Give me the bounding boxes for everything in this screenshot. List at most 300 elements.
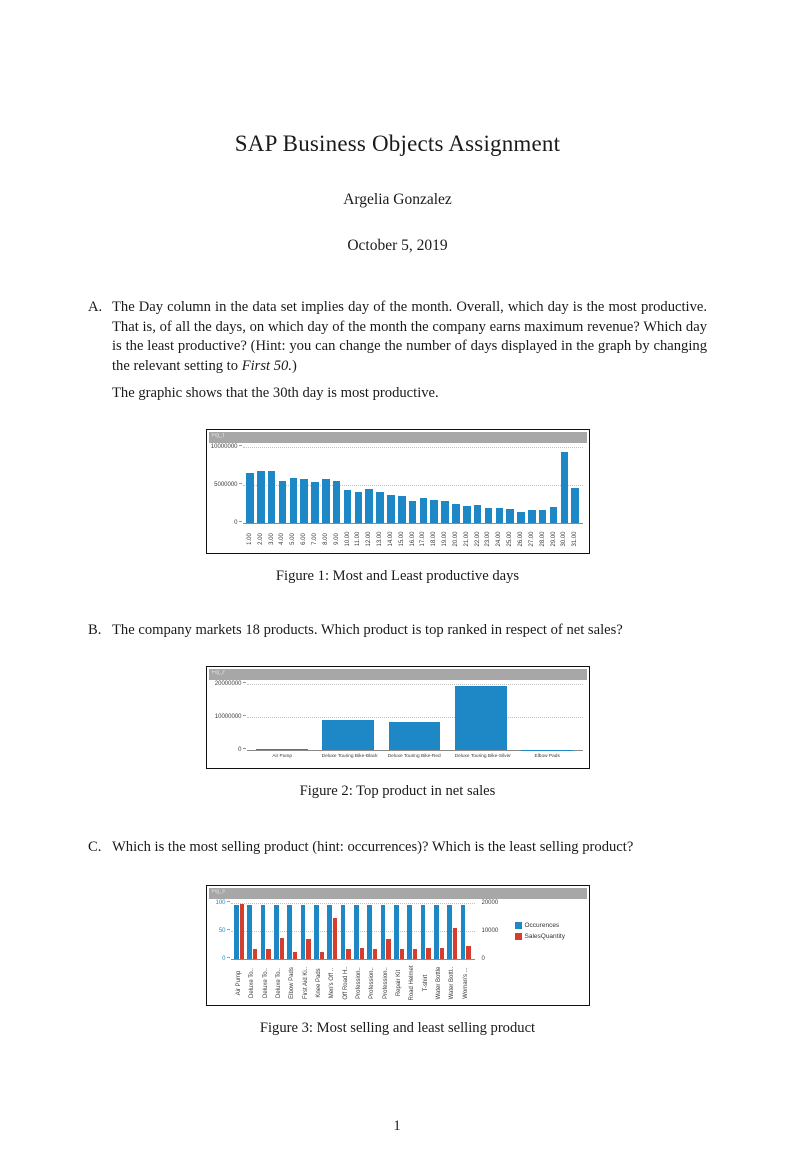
plot-area [247, 684, 583, 751]
x-axis-label [385, 525, 396, 553]
x-axis-label-text: Air Pump [236, 970, 242, 995]
x-axis-label [352, 961, 365, 1005]
bar-salesquantity [386, 939, 391, 959]
bar [528, 510, 536, 522]
y-axis-tick [239, 483, 242, 484]
bar-slot [320, 447, 331, 523]
chart-title-bar [209, 888, 587, 899]
y-axis [207, 447, 243, 523]
x-axis-label [494, 525, 505, 553]
bar-occurences [301, 905, 306, 958]
x-axis-label [537, 525, 548, 553]
x-axis-label-text: Deluxe To.. [263, 968, 269, 998]
x-axis-label-text: 16.00 [410, 531, 416, 546]
x-axis-label-text: 21.00 [464, 531, 470, 546]
figure-2-chart [206, 666, 590, 769]
bar-occurences [327, 905, 332, 958]
bar-slot [418, 447, 429, 523]
y-axis-label: 0 [222, 956, 229, 962]
bar [455, 686, 507, 750]
x-axis-label [570, 525, 581, 553]
x-axis-label [320, 525, 331, 553]
x-axis-label [353, 525, 364, 553]
figure-2 [88, 666, 707, 800]
bar-slot [342, 447, 353, 523]
x-axis-labels [231, 960, 475, 1005]
bar-slot [310, 447, 321, 523]
bar-slot [339, 903, 352, 959]
bar-occurences [447, 905, 452, 958]
x-axis-label [459, 961, 472, 1005]
bar-slot [446, 903, 459, 959]
x-axis-label-text: Repair Kit [396, 969, 402, 995]
page-title: SAP Business Objects Assignment [88, 131, 707, 157]
x-axis-label-text: T-shirt [423, 974, 429, 991]
chart-title-label: Fig_2 [212, 670, 225, 675]
y-axis [207, 684, 247, 750]
x-axis-label-text: Off Road H.. [343, 966, 349, 999]
x-axis-label-text: 5.00 [290, 533, 296, 545]
bar-salesquantity [453, 928, 458, 959]
figure-1-chart [206, 429, 590, 554]
x-axis-label-text: 7.00 [312, 533, 318, 545]
bar [322, 479, 330, 522]
bar [322, 720, 374, 750]
right-y-axis [481, 903, 507, 959]
bar [430, 500, 438, 522]
figure-2-caption: Figure 2: Top product in net sales [88, 783, 707, 800]
bar-salesquantity [280, 938, 285, 959]
bar [496, 508, 504, 522]
y-axis-label: 10000000 [215, 714, 246, 720]
bar [441, 501, 449, 522]
bar-slot [249, 684, 315, 750]
bar [561, 452, 569, 523]
question-a-text-main: The Day column in the data set implies day of the month. Overall, which day is the most productive. That is, of all the days, on which day of the month the company earns maximum revenue? Which day is the least productive? (Hint: you can change the number of days displayed in the graph by changing the relevant setting to [112, 299, 707, 374]
x-axis-label [299, 525, 310, 553]
bar-slot [288, 447, 299, 523]
question-a-text-italic: First 50. [242, 358, 292, 374]
bar [463, 506, 471, 523]
bar-slot [352, 903, 365, 959]
chart-main-area [207, 684, 589, 768]
bar [550, 507, 558, 522]
bar [355, 492, 363, 522]
bar-slot [331, 447, 342, 523]
bar-slot [461, 447, 472, 523]
bar-slot [366, 903, 379, 959]
bar-occurences [461, 905, 466, 958]
x-axis-labels [243, 524, 583, 553]
y-axis-label: 10000000 [211, 444, 242, 450]
bar [311, 482, 319, 522]
bar-salesquantity [440, 948, 445, 958]
bar-occurences [341, 905, 346, 958]
x-axis-label [331, 525, 342, 553]
figure-1-caption: Figure 1: Most and Least productive days [88, 568, 707, 585]
x-axis-label-text: Profession.. [383, 967, 389, 999]
right-y-axis-label: 10000 [482, 928, 499, 934]
author-name: Argelia Gonzalez [88, 191, 707, 209]
legend-item [515, 933, 589, 940]
x-axis-label [246, 961, 259, 1005]
x-axis-label-text: 31.00 [572, 531, 578, 546]
plot-column [247, 684, 583, 768]
y-axis-tick [227, 901, 230, 902]
bar-salesquantity [346, 949, 351, 959]
bar [344, 490, 352, 523]
question-c [88, 838, 707, 858]
y-axis-tick [243, 748, 246, 749]
bar-slot [259, 903, 272, 959]
x-axis-label-text: 15.00 [399, 531, 405, 546]
bar-occurences [354, 905, 359, 958]
x-axis-label-text: 9.00 [334, 533, 340, 545]
bar-salesquantity [320, 952, 325, 959]
x-axis-label-text: 24.00 [496, 531, 502, 546]
y-axis-tick [239, 521, 242, 522]
bar [420, 498, 428, 522]
bar-occurences [434, 905, 439, 958]
x-axis-label [312, 961, 325, 1005]
x-axis-label [288, 525, 299, 553]
bar-slot [392, 903, 405, 959]
bar [365, 489, 373, 522]
y-axis-label: 0 [234, 520, 241, 526]
x-axis-label [266, 525, 277, 553]
bar [452, 504, 460, 523]
question-a-label: A. [88, 298, 112, 404]
chart-main-area [207, 447, 589, 553]
x-axis-label-text: 29.00 [551, 531, 557, 546]
bar-slot [255, 447, 266, 523]
x-axis-label-text: 22.00 [475, 531, 481, 546]
x-axis-label [446, 961, 459, 1005]
bar-slot [272, 903, 285, 959]
y-axis-label: 5000000 [214, 482, 241, 488]
x-axis-label-text: 11.00 [355, 531, 361, 546]
bar-slot [385, 447, 396, 523]
bar-slot [379, 903, 392, 959]
right-y-axis-label: 0 [482, 956, 485, 962]
chart-title-label: Fig_3 [212, 889, 225, 894]
x-axis-label [255, 525, 266, 553]
x-axis-label [559, 525, 570, 553]
figure-3 [88, 885, 707, 1037]
x-axis-label [342, 525, 353, 553]
bar-occurences [407, 905, 412, 958]
bar-salesquantity [253, 949, 258, 959]
bar-slot [419, 903, 432, 959]
plot-area [231, 903, 475, 960]
bar-slot [245, 447, 256, 523]
x-axis-label [548, 525, 559, 553]
x-axis-label [505, 525, 516, 553]
x-axis-labels [247, 751, 583, 768]
x-axis-label: Deluxe Touring Bike-Black [322, 752, 375, 765]
question-c-text: Which is the most selling product (hint: occurrences)? Which is the least selling product? [112, 838, 707, 858]
bar-occurences [274, 905, 279, 958]
bar-slot [559, 447, 570, 523]
bars-row [233, 903, 473, 959]
bar [398, 496, 406, 523]
x-axis-label [366, 961, 379, 1005]
bar-slot [459, 903, 472, 959]
x-axis-label-text: Profession.. [369, 967, 375, 999]
x-axis-label [472, 525, 483, 553]
x-axis-label-text: Road Helmet [409, 965, 415, 1000]
bar-occurences [367, 905, 372, 958]
question-a-body [112, 298, 707, 404]
bar [376, 492, 384, 522]
bars-row [245, 447, 581, 523]
x-axis-label-text: 2.00 [258, 533, 264, 545]
question-b-body [112, 621, 707, 641]
x-axis-label-text: 1.00 [247, 533, 253, 545]
x-axis-label [526, 525, 537, 553]
bar-slot [429, 447, 440, 523]
x-axis-label [432, 961, 445, 1005]
bar-occurences [287, 905, 292, 958]
x-axis-label-text: Water Bottle [436, 966, 442, 999]
y-axis-label: 0 [238, 747, 245, 753]
bar [485, 508, 493, 522]
y-axis-tick [227, 929, 230, 930]
x-axis-label [418, 525, 429, 553]
x-axis-label-text: 17.00 [420, 531, 426, 546]
x-axis-label-text: Elbow Pads [289, 967, 295, 999]
y-axis-tick [239, 445, 242, 446]
bar-occurences [314, 905, 319, 958]
bar-salesquantity [266, 949, 271, 959]
x-axis-label-text: Deluxe To.. [276, 968, 282, 998]
bar-salesquantity [426, 948, 431, 958]
chart-legend [507, 903, 589, 959]
question-a-text-close: ) [292, 358, 297, 374]
x-axis-label [277, 525, 288, 553]
x-axis-label [419, 961, 432, 1005]
bar-slot [364, 447, 375, 523]
bar-salesquantity [360, 948, 365, 958]
x-axis-label-text: 18.00 [431, 531, 437, 546]
bars-row [249, 684, 581, 750]
x-axis-label [407, 525, 418, 553]
y-axis [207, 903, 231, 959]
question-a-answer: The graphic shows that the 30th day is most productive. [112, 384, 707, 404]
x-axis-label [310, 525, 321, 553]
bar [539, 510, 547, 523]
x-axis-label [259, 961, 272, 1005]
bar-occurences [394, 905, 399, 958]
bar-slot [407, 447, 418, 523]
bar-slot [396, 447, 407, 523]
bar-slot [299, 447, 310, 523]
x-axis-label-text: 25.00 [507, 531, 513, 546]
x-axis-label [299, 961, 312, 1005]
x-axis-label [233, 961, 246, 1005]
x-axis-label [392, 961, 405, 1005]
x-axis-label: Deluxe Touring Bike-Red [388, 752, 441, 765]
bar-slot [505, 447, 516, 523]
x-axis-label [379, 961, 392, 1005]
x-axis-label [339, 961, 352, 1005]
x-axis-label-text: 28.00 [540, 531, 546, 546]
bar-salesquantity [293, 952, 298, 959]
y-axis-label: 20000000 [215, 681, 246, 687]
x-axis-label [272, 961, 285, 1005]
bar-slot [266, 447, 277, 523]
bar [256, 749, 308, 750]
bar [279, 481, 287, 523]
bar [246, 473, 254, 522]
bar [290, 478, 298, 523]
bar [474, 505, 482, 522]
x-axis-label: Deluxe Touring Bike-Silver [454, 752, 507, 765]
bar-slot [432, 903, 445, 959]
bar-slot [570, 447, 581, 523]
question-b-text: The company markets 18 products. Which product is top ranked in respect of net sales? [112, 621, 707, 641]
bar-slot [375, 447, 386, 523]
chart-title-bar [209, 432, 587, 443]
bar-slot [381, 684, 447, 750]
bar-slot [315, 684, 381, 750]
legend-swatch [515, 922, 522, 929]
bar-salesquantity [333, 918, 338, 959]
bar-slot [406, 903, 419, 959]
legend-swatch [515, 933, 522, 940]
x-axis-label [451, 525, 462, 553]
bar-slot [448, 684, 514, 750]
bar-salesquantity [400, 949, 405, 959]
x-axis-label-text: Profession.. [356, 967, 362, 999]
x-axis-label-text: Water Bottl.. [449, 966, 455, 999]
x-axis-label-text: 20.00 [453, 531, 459, 546]
legend-label: Occurences [525, 922, 560, 929]
x-axis-label-text: 30.00 [561, 531, 567, 546]
bar-slot [277, 447, 288, 523]
bar [257, 471, 265, 523]
plot-area [243, 447, 583, 524]
right-y-axis-label: 20000 [482, 900, 499, 906]
chart-title-bar [209, 669, 587, 680]
bar-slot [537, 447, 548, 523]
document-date: October 5, 2019 [88, 237, 707, 255]
bar-slot [326, 903, 339, 959]
bar-slot [233, 903, 246, 959]
x-axis-label [396, 525, 407, 553]
bar-slot [451, 447, 462, 523]
bar-slot [286, 903, 299, 959]
bar [409, 501, 417, 522]
x-axis-label: Elbow Pads [521, 752, 574, 765]
legend-item [515, 922, 589, 929]
bar-salesquantity [240, 904, 245, 958]
plot-column [231, 903, 475, 1005]
bar-occurences [234, 905, 239, 958]
x-axis-label [483, 525, 494, 553]
chart-title-label: Fig_1 [212, 433, 225, 438]
question-c-body [112, 838, 707, 858]
x-axis-label [375, 525, 386, 553]
x-axis-label-text: Men's Off .. [329, 967, 335, 997]
bar-slot [299, 903, 312, 959]
bar [333, 481, 341, 522]
question-a [88, 298, 707, 404]
bar [571, 488, 579, 522]
x-axis-label [429, 525, 440, 553]
bar-slot [526, 447, 537, 523]
x-axis-label [364, 525, 375, 553]
bar [387, 495, 395, 522]
x-axis-label [406, 961, 419, 1005]
plot-column [243, 447, 583, 553]
bar-salesquantity [306, 939, 311, 959]
x-axis-label-text: 14.00 [388, 531, 394, 546]
bar-slot [353, 447, 364, 523]
bar-occurences [261, 905, 266, 958]
bar-salesquantity [466, 946, 471, 959]
x-axis-label-text: 19.00 [442, 531, 448, 546]
bar-occurences [247, 905, 252, 958]
y-axis-label: 50 [219, 928, 230, 934]
x-axis-label [326, 961, 339, 1005]
legend-label: SalesQuantity [525, 933, 565, 940]
y-axis-tick [243, 715, 246, 716]
x-axis-label-text: 3.00 [269, 533, 275, 545]
question-b-label: B. [88, 621, 112, 641]
bar-slot [440, 447, 451, 523]
bar-slot [483, 447, 494, 523]
bar [517, 512, 525, 523]
bar-slot [548, 447, 559, 523]
bar-occurences [381, 905, 386, 958]
x-axis-label-text: First Aid Ki.. [303, 966, 309, 998]
x-axis-label-text: 10.00 [345, 531, 351, 546]
figure-3-chart [206, 885, 590, 1006]
page-number: 1 [0, 1118, 794, 1135]
x-axis-label [516, 525, 527, 553]
bar-slot [514, 684, 580, 750]
question-a-text [112, 298, 707, 376]
bar-slot [494, 447, 505, 523]
y-axis-label: 100 [215, 900, 229, 906]
x-axis-label-text: 4.00 [279, 533, 285, 545]
document-page [0, 131, 794, 1037]
bar-occurences [421, 905, 426, 958]
x-axis-label-text: 27.00 [529, 531, 535, 546]
bar [506, 509, 514, 523]
x-axis-label-text: 12.00 [366, 531, 372, 546]
question-b [88, 621, 707, 641]
x-axis-label [461, 525, 472, 553]
bar-slot [516, 447, 527, 523]
y-axis-tick [227, 957, 230, 958]
x-axis-label [245, 525, 256, 553]
x-axis-label [440, 525, 451, 553]
bar [300, 479, 308, 522]
y-axis-tick [243, 682, 246, 683]
x-axis-label-text: 8.00 [323, 533, 329, 545]
bar-slot [472, 447, 483, 523]
figure-1 [88, 429, 707, 585]
bar [389, 722, 441, 750]
x-axis-label-text: 13.00 [377, 531, 383, 546]
x-axis-label-text: 6.00 [301, 533, 307, 545]
x-axis-label-text: 26.00 [518, 531, 524, 546]
x-axis-label: Air Pump [255, 752, 308, 765]
bar-salesquantity [373, 949, 378, 959]
x-axis-label-text: Woman's ... [463, 967, 469, 998]
